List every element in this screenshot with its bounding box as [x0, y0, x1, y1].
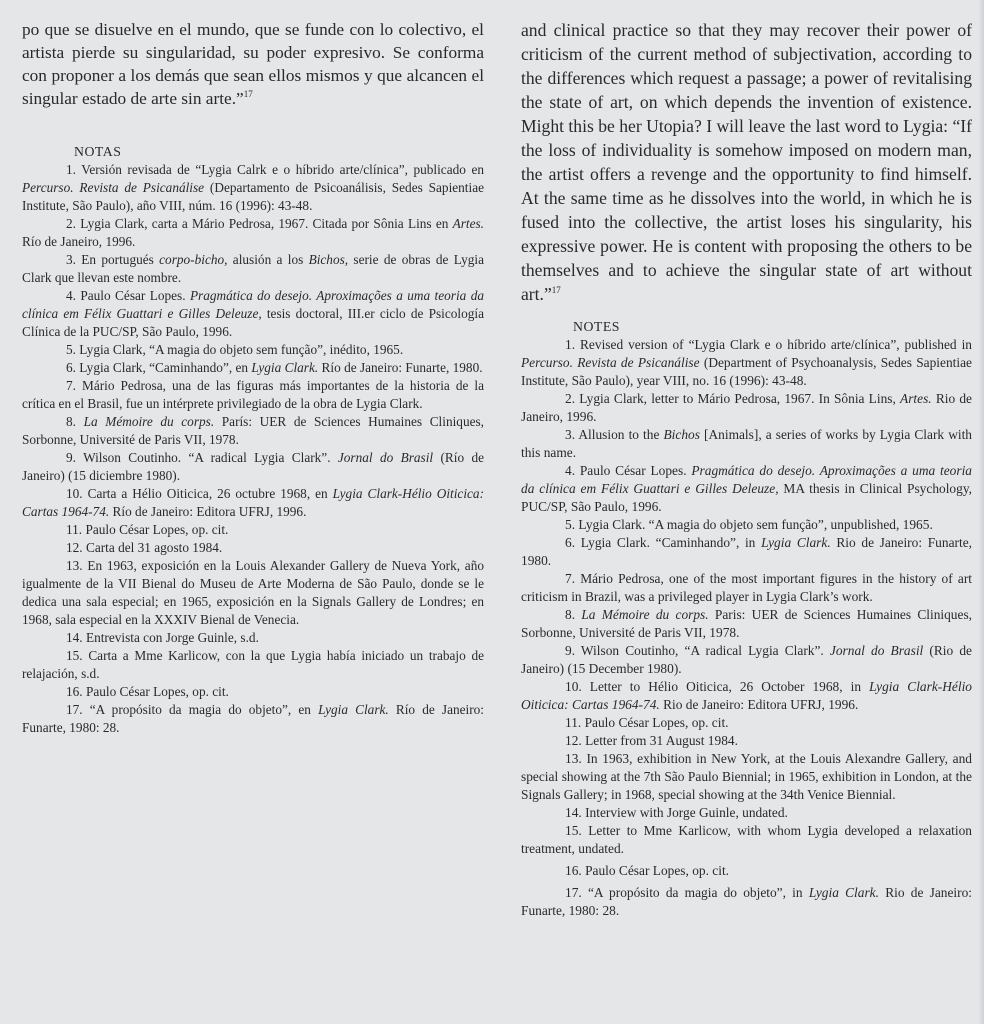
footnote-item [22, 647, 484, 683]
footnote-text: serie de obras de Lygia Clark que llevan este nombre. [22, 252, 484, 285]
footnote-text: 12. Letter from 31 August 1984. [565, 733, 738, 748]
footnote-text: 11. Paulo César Lopes, op. cit. [565, 715, 729, 730]
footnote-item [22, 629, 484, 647]
footnote-italic-title: La Mémoire du corps. [83, 414, 215, 429]
footnote-text: 10. Letter to Hélio Oiticica, 26 October 1968, in [565, 679, 870, 694]
footnote-text: 17. “A propósito da magia do objeto”, in [565, 885, 809, 900]
english-body-paragraph [521, 18, 972, 306]
footnote-italic-title: Bichos [663, 427, 700, 442]
footnote-text: (Departamento de Psicoanálisis, Sedes Sapientiae Institute, São Paulo), año VIII, núm. 16 (1996): 43-48. [22, 180, 485, 213]
footnote-item [521, 714, 972, 732]
footnote-item [22, 251, 484, 287]
footnote-italic-title: Bichos, [308, 252, 349, 267]
footnote-italic-title: Lygia Clark. [761, 535, 831, 550]
footnote-item [521, 462, 972, 516]
footnote-item [521, 642, 972, 678]
footnote-item [521, 862, 972, 880]
footnote-item [22, 161, 484, 215]
footnote-text: MA thesis in Clinical Psychology, PUC/SP, São Paulo, 1996. [521, 481, 972, 514]
footnote-text: Río de Janeiro: Funarte, 1980. [318, 360, 483, 375]
footnote-item [22, 521, 484, 539]
footnote-italic-title: Percurso. Revista de Psicanálise [22, 180, 205, 195]
footnote-italic-title: Jornal do Brasil [829, 643, 924, 658]
footnote-ref: 17 [551, 285, 561, 296]
english-column [521, 0, 973, 918]
english-notes-list [521, 336, 972, 920]
footnote-text: 16. Paulo César Lopes, op. cit. [565, 863, 730, 878]
footnote-text: 7. Mário Pedrosa, one of the most important figures in the history of art criticism in Brazil, was a privileged player in Lygia Clark’s work. [521, 571, 972, 604]
footnote-text: 17. “A propósito da magia do objeto”, en [66, 702, 319, 717]
footnote-item [521, 822, 972, 858]
footnote-text: 14. Interview with Jorge Guinle, undated. [565, 805, 788, 820]
footnote-text: 1. Versión revisada de “Lygia Calrk e o híbrido arte/clínica”, publicado en [66, 162, 484, 177]
footnote-italic-title: Percurso. Revista de Psicanálise [521, 355, 700, 370]
footnote-text: 4. Paulo César Lopes. [66, 288, 190, 303]
footnote-item [22, 377, 484, 413]
spanish-paragraph-text: po que se disuelve en el mundo, que se funde con lo colectivo, el artista pierde su singularidad, su poder expresivo. Se conforma con proponer a los demás que sean ellos mismos y que alcancen el singular estado de arte sin arte.” [22, 20, 484, 108]
footnote-text: 16. Paulo César Lopes, op. cit. [66, 684, 229, 699]
footnote-item [22, 449, 484, 485]
footnote-text: [Animals], a series of works by Lygia Clark with this name. [521, 427, 972, 460]
footnote-item [521, 336, 972, 390]
footnote-italic-title: Lygia Clark. [808, 885, 879, 900]
footnote-item [521, 534, 972, 570]
footnote-text: 6. Lygia Clark. “Caminhando”, in [565, 535, 762, 550]
footnote-item [22, 287, 484, 341]
footnote-italic-title: Lygia Clark. [251, 360, 319, 375]
footnote-item [521, 606, 972, 642]
footnote-text: tesis doctoral, III.er ciclo de Psicología Clínica de la PUC/SP, São Paulo, 1996. [22, 306, 484, 339]
footnote-item [22, 341, 484, 359]
spanish-notes [22, 143, 484, 737]
footnote-item [22, 485, 484, 521]
footnote-text: (Department of Psychoanalysis, Sedes Sapientiae Institute, São Paulo), year VIII, no. 16 (1996): 43-48. [521, 355, 972, 388]
footnote-item [22, 683, 484, 701]
footnote-text: 13. In 1963, exhibition in New York, at the Louis Alexandre Gallery, and special showing at the 7th São Paulo Biennial; in 1965, exhibition in London, at the Signals Gallery; in 1968, special showing at the 34th Venice Biennial. [521, 751, 972, 802]
footnote-italic-title: Lygia Clark-Hélio Oiticica: Cartas 1964-74. [521, 679, 972, 712]
footnote-item [521, 804, 972, 822]
footnote-text: Río de Janeiro, 1996. [22, 234, 136, 249]
footnote-item [521, 884, 972, 920]
footnote-text: 4. Paulo César Lopes. [565, 463, 692, 478]
footnote-item [22, 557, 484, 629]
footnote-text: 1. Revised version of “Lygia Clark e o híbrido arte/clínica”, published in [565, 337, 972, 352]
footnote-italic-title: La Mémoire du corps. [581, 607, 709, 622]
footnote-text: Rio de Janeiro, 1996. [521, 391, 972, 424]
footnote-italic-title: Artes. [900, 391, 932, 406]
footnote-text: 15. Carta a Mme Karlicow, con la que Lygia había iniciado un trabajo de relajación, s.d. [22, 648, 484, 681]
footnote-italic-title: Pragmática do desejo. Aproximações a uma teoria da clínica em Félix Guattari e Gilles Deleuze, [521, 463, 973, 496]
footnote-text: Río de Janeiro: Funarte, 1980: 28. [22, 702, 484, 735]
english-notes [521, 318, 972, 920]
footnote-text: 7. Mário Pedrosa, una de las figuras más importantes de la historia de la crítica en el Brasil, fue un intérprete privilegiado de la obra de Lygia Clark. [22, 378, 484, 411]
footnote-text: alusión a los [227, 252, 309, 267]
footnote-item [22, 359, 484, 377]
footnote-item [22, 215, 484, 251]
page-edge-shadow [978, 0, 984, 1024]
footnote-text: 3. En portugués [66, 252, 160, 267]
footnote-text: Rio de Janeiro: Editora UFRJ, 1996. [659, 697, 859, 712]
footnote-text: Río de Janeiro: Editora UFRJ, 1996. [109, 504, 307, 519]
footnote-item [521, 570, 972, 606]
footnote-italic-title: Pragmática do desejo. Aproximações a uma teoria da clínica em Félix Guattari e Gilles Deleuze, [22, 288, 484, 321]
footnote-italic-title: Lygia Clark-Hélio Oiticica: Cartas 1964-74. [22, 486, 484, 519]
footnote-item [521, 390, 972, 426]
footnote-item [22, 413, 484, 449]
spanish-notes-list [22, 161, 484, 737]
footnote-text: 15. Letter to Mme Karlicow, with whom Lygia developed a relaxation treatment, undated. [521, 823, 972, 856]
footnote-italic-title: Artes. [452, 216, 484, 231]
footnote-item [22, 701, 484, 737]
footnote-text: 13. En 1963, exposición en la Louis Alexander Gallery de Nueva York, año igualmente de la VII Bienal do Museu de Arte Moderna de São Paulo, donde se le dedica una sala especial; en 1965, exposición en la Signals Gallery de Londres; en 1968, sala especial en la XXXIV Bienal de Venecia. [22, 558, 484, 627]
footnote-text: 8. [565, 607, 582, 622]
footnote-text: 5. Lygia Clark. “A magia do objeto sem função”, unpublished, 1965. [565, 517, 933, 532]
footnote-text: 11. Paulo César Lopes, op. cit. [66, 522, 229, 537]
footnote-item [521, 678, 972, 714]
footnote-text: 9. Wilson Coutinho, “A radical Lygia Clark”. [565, 643, 830, 658]
footnote-italic-title: corpo-bicho, [159, 252, 228, 267]
footnote-item [521, 750, 972, 804]
spanish-body-paragraph [22, 18, 484, 110]
footnote-text: 2. Lygia Clark, letter to Mário Pedrosa, 1967. In Sônia Lins, [565, 391, 901, 406]
footnote-text: Paris: UER de Sciences Humaines Cliniques, Sorbonne, Université de Paris VII, 1978. [521, 607, 972, 640]
footnote-italic-title: Jornal do Brasil [337, 450, 434, 465]
footnote-item [521, 426, 972, 462]
footnote-text: 2. Lygia Clark, carta a Mário Pedrosa, 1967. Citada por Sônia Lins en [66, 216, 453, 231]
footnote-text: 6. Lygia Clark, “Caminhando”, en [66, 360, 252, 375]
footnote-text: Rio de Janeiro: Funarte, 1980: 28. [521, 885, 972, 918]
footnote-text: 14. Entrevista con Jorge Guinle, s.d. [66, 630, 259, 645]
footnote-text: 3. Allusion to the [565, 427, 664, 442]
footnote-text: París: UER de Sciences Humaines Cliniques, Sorbonne, Université de Paris VII, 1978. [22, 414, 484, 447]
footnote-italic-title: Lygia Clark. [318, 702, 389, 717]
notes-heading: NOTAS [74, 144, 122, 159]
footnote-text: 8. [66, 414, 84, 429]
footnote-text: 12. Carta del 31 agosto 1984. [66, 540, 223, 555]
footnote-item [22, 539, 484, 557]
footnote-text: 9. Wilson Coutinho. “A radical Lygia Clark”. [66, 450, 338, 465]
footnote-text: 10. Carta a Hélio Oiticica, 26 octubre 1968, en [66, 486, 333, 501]
notes-heading: NOTES [573, 319, 620, 334]
footnote-text: (Rio de Janeiro) (15 December 1980). [521, 643, 972, 676]
footnote-item [521, 516, 972, 534]
spanish-column [22, 0, 485, 735]
footnote-ref: 17 [243, 89, 253, 100]
footnote-text: (Río de Janeiro) (15 diciembre 1980). [22, 450, 484, 483]
footnote-text: Rio de Janeiro: Funarte, 1980. [521, 535, 972, 568]
footnote-text: 5. Lygia Clark, “A magia do objeto sem função”, inédito, 1965. [66, 342, 404, 357]
english-paragraph-text: and clinical practice so that they may recover their power of criticism of the current method of subjectivation, according to the differences which request a passage; a power of revitalising the state of art, on which depends the invention of existence. Might this be her Utopia? I will leave the last word to Lygia: “If the loss of individuality is somehow imposed on modern man, the artist offers a revenge and the opportunity to find himself. At the same time as he dissolves into the world, in which he is fused into the collective, the artist loses his singularity, his expressive power. He is content with proposing the others to be themselves and to achieve the singular state of art without art.” [521, 20, 972, 304]
footnote-item [521, 732, 972, 750]
